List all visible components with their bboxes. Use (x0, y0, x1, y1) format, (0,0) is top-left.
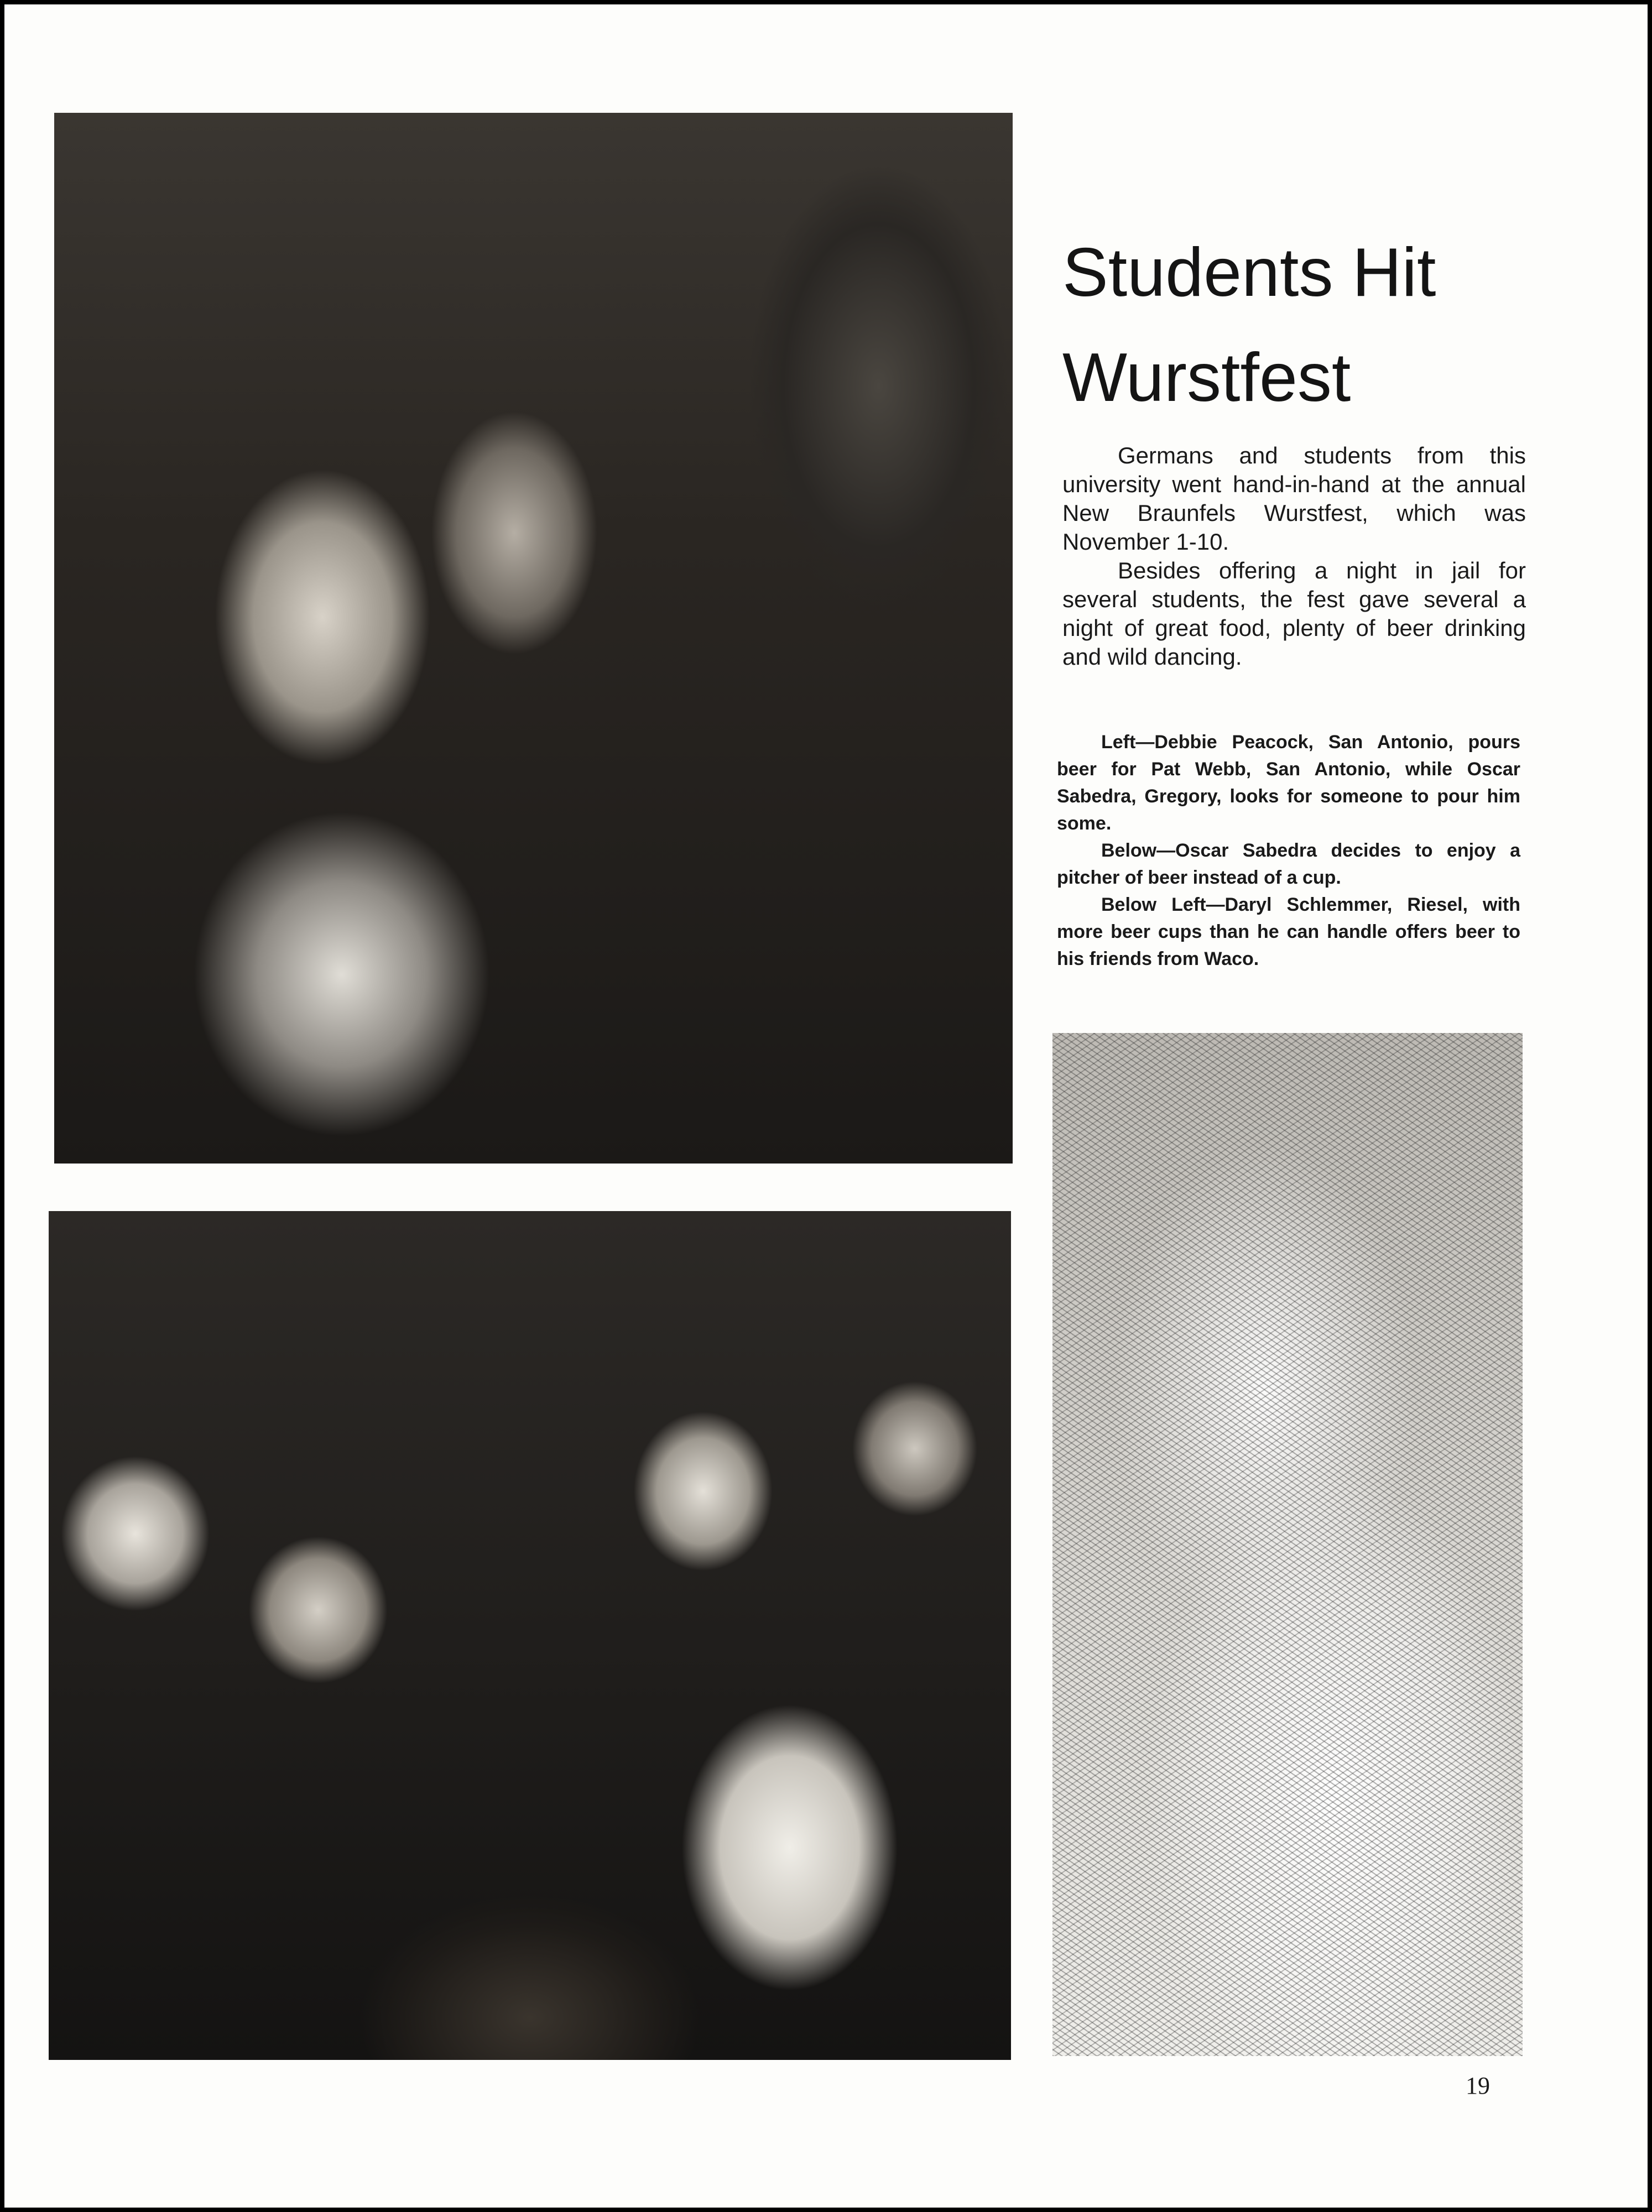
article-paragraph: Besides offering a night in jail for several students, the fest gave several a night of great food, plenty of beer drinking and wild dancing. (1062, 557, 1526, 670)
caption-below-left: Below Left—Daryl Schlemmer, Riesel, with more beer cups than he can handle offers beer to his friends from Waco. (1057, 894, 1520, 969)
caption-left: Left—Debbie Peacock, San Antonio, pours beer for Pat Webb, San Antonio, while Oscar Sabedra, Gregory, looks for someone to pour him some. (1057, 732, 1520, 834)
photo-captions (1057, 729, 1520, 973)
photo-students-pouring-beer (54, 113, 1013, 1164)
article-body (1062, 441, 1526, 671)
photo-oscar-pitcher-sketch (1052, 1033, 1523, 2056)
caption-below: Below—Oscar Sabedra decides to enjoy a pitcher of beer instead of a cup. (1057, 840, 1520, 888)
yearbook-page (4, 4, 1648, 2208)
page-number: 19 (1466, 2072, 1490, 2099)
article-paragraph: Germans and students from this university went hand-in-hand at the annual New Braunfels Wurstfest, which was November 1-10. (1062, 442, 1526, 555)
title-line-2: Wurstfest (1062, 340, 1351, 416)
page-title (1062, 220, 1588, 430)
title-line-1: Students Hit (1062, 234, 1436, 311)
photo-students-raising-cups (49, 1211, 1011, 2060)
